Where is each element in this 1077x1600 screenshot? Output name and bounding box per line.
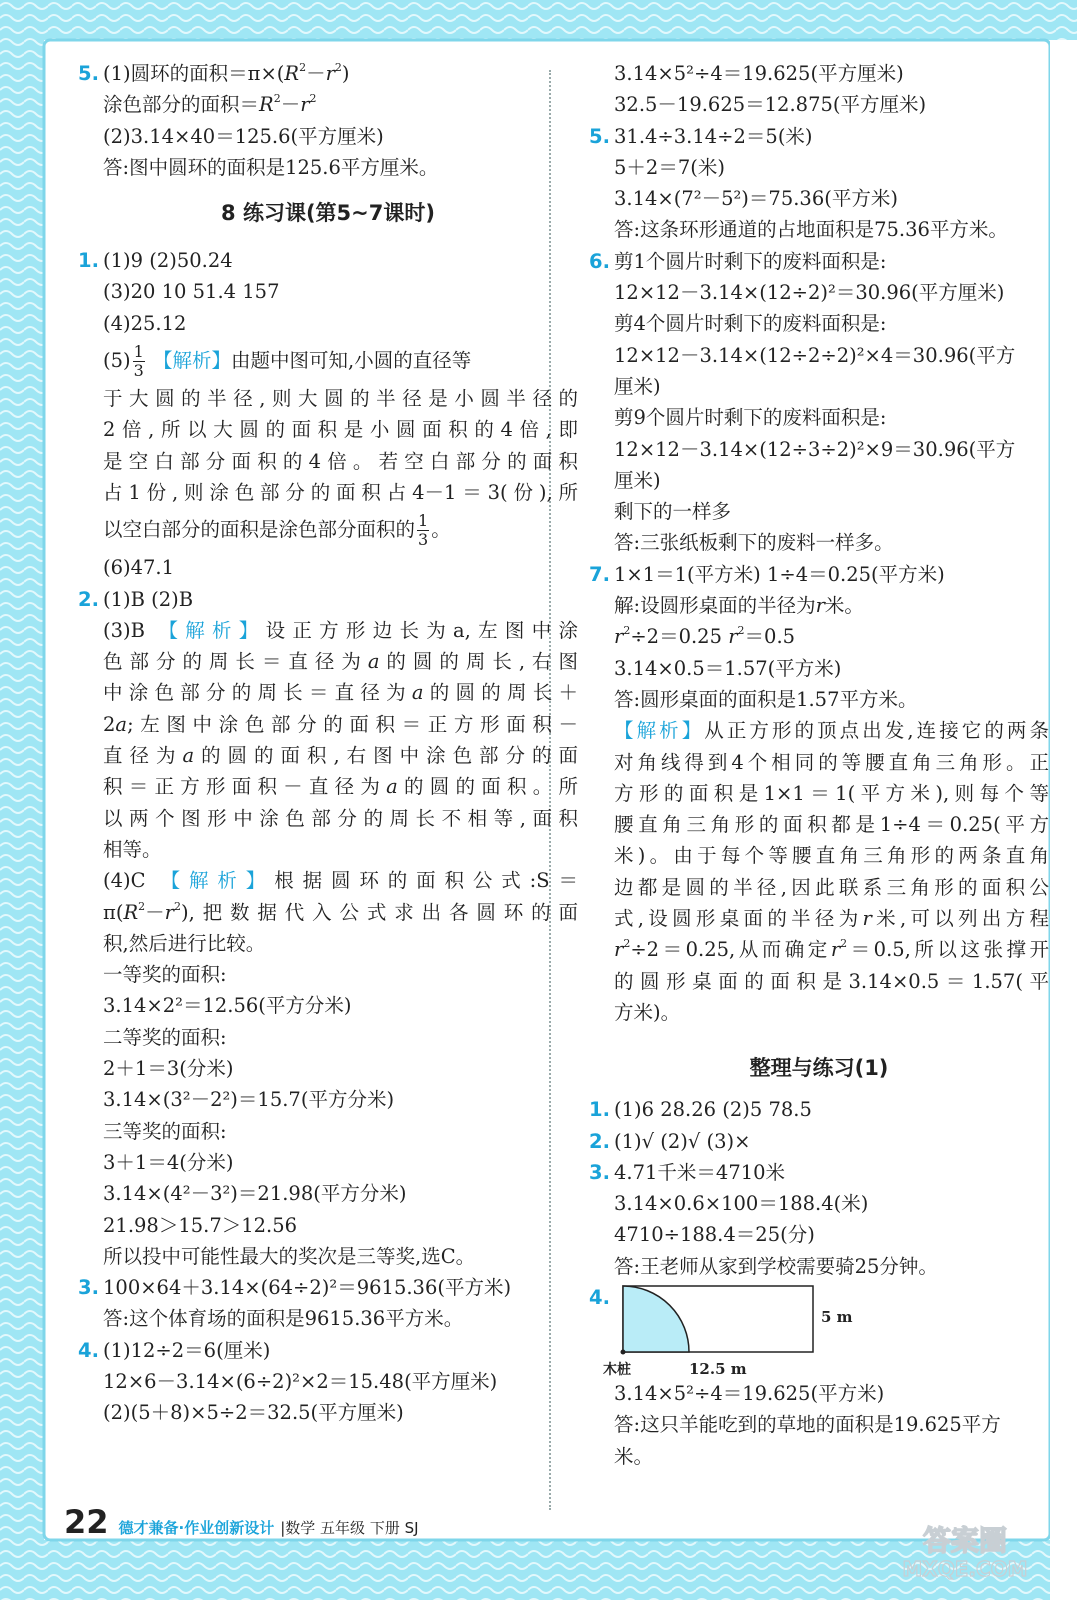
q2-line: 2. (1)B (2)B <box>78 584 578 615</box>
fraction-one-third: $\frac{1}{3}$ <box>133 342 144 381</box>
q5-line: 涂色部分的面积$=R^2-r^2$ <box>103 92 317 117</box>
z2-number: 2. <box>589 1129 610 1153</box>
rq6-line: 6. 剪1个圆片时剩下的废料面积是: <box>589 246 1049 277</box>
footer-brand: 德才兼备·作业创新设计 <box>118 1519 275 1537</box>
rq7-line: 的圆形桌面的面积是3.14×0.5＝1.57(平 <box>614 969 1049 993</box>
grazing-area-diagram <box>603 1282 899 1378</box>
z3-line: 3. 4.71千米＝4710米 <box>589 1157 1049 1188</box>
q1-number: 1. <box>78 249 99 273</box>
watermark-logo <box>875 1520 1055 1582</box>
z1-number: 1. <box>589 1098 610 1122</box>
rq6-line: 12×12－3.14×(12÷3÷2)²×9＝30.96(平方 <box>614 437 1016 461</box>
q4-continued-line: 32.5－19.625＝12.875(平方厘米) <box>614 93 927 117</box>
watermark-text: 答案圈 <box>922 1524 1008 1557</box>
rq7-line: 对角线得到4个相同的等腰直角三角形。正 <box>614 750 1049 774</box>
q4-number: 4. <box>78 1338 99 1362</box>
q2-line: 3＋1＝4(分米) <box>103 1150 234 1174</box>
q5-line: (2)3.14×40＝125.6(平方厘米) <box>103 124 384 148</box>
section-heading-review: 整理与练习(1) <box>749 1056 889 1081</box>
q1-line: (3)20 10 51.4 157 <box>103 280 280 304</box>
rq7-line: 方形的面积是1×1＝1(平方米),则每个等 <box>614 781 1049 805</box>
rq5-line: 5＋2＝7(米) <box>614 155 725 179</box>
q1-line: 1. (1)9 (2)50.24 <box>78 245 578 276</box>
q2-line: 以两个图形中涂色部分的周长不相等,面积 <box>103 806 578 830</box>
q2-line: 一等奖的面积: <box>103 963 227 987</box>
q2-line: 21.98＞15.7＞12.56 <box>103 1213 298 1237</box>
q3-line: 答:这个体育场的面积是9615.36平方米。 <box>103 1307 464 1331</box>
analysis-tag: 【解析】 <box>158 618 266 642</box>
rq7-line: 边都是圆的半径,因此联系三角形的面积公 <box>614 875 1049 899</box>
q1-line: 是空白部分面积的4倍。若空白部分的面积 <box>103 449 578 473</box>
q2-line: 3.14×(3²－2²)＝15.7(平方分米) <box>103 1088 395 1112</box>
q2-line: 中涂色部分的周长＝直径为a的圆的周长＋ <box>103 681 578 705</box>
q1-line: (6)47.1 <box>103 556 175 580</box>
section-heading-8: 8 练习课(第5~7课时) <box>221 201 435 226</box>
q3-number: 3. <box>78 1276 99 1300</box>
z4-line: 答:这只羊能吃到的草地的面积是19.625平方 <box>614 1413 1001 1437</box>
z4-line: 3.14×5²÷4＝19.625(平方米) <box>614 1381 885 1405</box>
q2-line: 3.14×(4²－3²)＝21.98(平方分米) <box>103 1182 407 1206</box>
z3-line: 答:王老师从家到学校需要骑25分钟。 <box>614 1254 938 1278</box>
stake-point <box>621 1349 626 1354</box>
rq7-line: 答:圆形桌面的面积是1.57平方米。 <box>614 687 918 711</box>
stake-label: 木桩 <box>603 1361 631 1378</box>
q1-line: (4)25.12 <box>103 311 187 335</box>
footer-book-info: |数学 五年级 下册 SJ <box>280 1519 419 1537</box>
fraction-one-third: $\frac{1}{3}$ <box>418 511 429 550</box>
rq6-line: 剩下的一样多 <box>614 500 732 524</box>
z4-line: 米。 <box>614 1444 654 1468</box>
rq5-line: 5. 31.4÷3.14÷2＝5(米) <box>589 121 1049 152</box>
left-column <box>78 58 578 1429</box>
analysis-tag: 【解析】 <box>153 349 232 373</box>
right-column <box>589 58 1049 1472</box>
rq5-line: 3.14×(7²－5²)＝75.36(平方米) <box>614 187 898 211</box>
rq6-line: 剪9个圆片时剩下的废料面积是: <box>614 406 887 430</box>
rq7-line: $r^2\div 2=0.25$ $r^2=0.5$ <box>614 624 796 649</box>
q1-line: 2倍,所以大圆的面积是小圆面积的4倍,即 <box>103 418 578 442</box>
q3-line: 3. 100×64＋3.14×(64÷2)²＝9615.36(平方米) <box>78 1272 578 1303</box>
q2-line: 2a;左图中涂色部分的面积＝正方形面积－ <box>103 712 578 736</box>
analysis-tag: 【解析】 <box>160 869 275 893</box>
rq7-line: 解:设圆形桌面的半径为r米。 <box>614 594 864 618</box>
page-number: 22 <box>64 1503 109 1541</box>
q5-line: 答:图中圆环的面积是125.6平方厘米。 <box>103 155 439 179</box>
q5-number: 5. <box>78 62 99 85</box>
q5-line: 5. (1)圆环的面积$=\pi\times(R^2-r^2)$ <box>78 58 578 89</box>
q1-line: 于大圆的半径,则大圆的半径是小圆半径的 <box>103 387 578 411</box>
rq7-line: 【解析】从正方形的顶点出发,连接它的两条 <box>614 719 1049 743</box>
q2-line: 直径为a的圆的面积,右图中涂色部分的面 <box>103 744 578 768</box>
q2-line: 2＋1＝3(分米) <box>103 1057 234 1081</box>
rq6-line: 12×12－3.14×(12÷2)²＝30.96(平方厘米) <box>614 281 1005 305</box>
q1-line: (5) $\frac{1}{3}$ 【解析】由题中图可知,小圆的直径等 <box>103 342 472 381</box>
q4-continued-line: 3.14×5²÷4＝19.625(平方厘米) <box>614 62 904 85</box>
q4-line: 4. (1)12÷2＝6(厘米) <box>78 1335 578 1366</box>
z4-number: 4. <box>589 1285 610 1309</box>
rq5-line: 答:这条环形通道的占地面积是75.36平方米。 <box>614 218 1008 242</box>
rq7-line: 7. 1×1＝1(平方米) 1÷4＝0.25(平方米) <box>589 559 1049 590</box>
answer-page <box>64 58 1050 1558</box>
analysis-tag: 【解析】 <box>614 719 705 743</box>
rq6-line: 12×12－3.14×(12÷2÷2)²×4＝30.96(平方 <box>614 343 1016 367</box>
q2-line: (3)B 【解析】设正方形边长为a,左图中涂 <box>103 618 578 642</box>
page-footer <box>64 1503 419 1541</box>
width-label: 12.5 m <box>689 1359 747 1378</box>
q2-number: 2. <box>78 587 99 611</box>
q2-line: 3.14×2²＝12.56(平方分米) <box>103 994 352 1018</box>
rq7-line: 式,设圆形桌面的半径为r米,可以列出方程 <box>614 907 1050 931</box>
q2-line: 积＝正方形面积－直径为a的圆的面积。所 <box>103 775 578 799</box>
rq7-number: 7. <box>589 562 610 586</box>
q2-line: 相等。 <box>103 837 162 861</box>
q2-line: (4)C 【解析】根据圆环的面积公式:S＝ <box>103 869 578 893</box>
q4-line: 12×6－3.14×(6÷2)²×2＝15.48(平方厘米) <box>103 1369 498 1393</box>
z4-figure-row <box>589 1282 1049 1378</box>
rq7-line: 方米)。 <box>614 1000 681 1024</box>
height-label: 5 m <box>821 1307 853 1326</box>
rq7-line: 米)。由于每个等腰直角三角形的两条直角 <box>614 844 1049 868</box>
q2-line: 三等奖的面积: <box>103 1119 227 1143</box>
rq6-line: 厘米) <box>614 468 661 492</box>
rq6-line: 剪4个圆片时剩下的废料面积是: <box>614 312 887 336</box>
q2-line: 色部分的周长＝直径为a的圆的周长,右图 <box>103 650 578 674</box>
q2-line: 积,然后进行比较。 <box>103 931 266 955</box>
z3-line: 3.14×0.6×100＝188.4(米) <box>614 1192 869 1216</box>
rq7-line: 3.14×0.5＝1.57(平方米) <box>614 656 842 680</box>
q1-line: 以空白部分的面积是涂色部分面积的 $\frac{1}{3}$ 。 <box>103 511 451 550</box>
z3-line: 4710÷188.4＝25(分) <box>614 1223 815 1247</box>
rq6-line: 厘米) <box>614 374 661 398</box>
rq7-line: $r^2\div 2=0.25$,从而确定$r^2=0.5$,所以这张撑开 <box>614 937 1049 962</box>
rq7-line: 腰直角三角形的面积都是1÷4＝0.25(平方 <box>614 813 1049 837</box>
rq5-number: 5. <box>589 124 610 148</box>
rq6-line: 答:三张纸板剩下的废料一样多。 <box>614 531 894 555</box>
watermark-url: MXQE.COM <box>902 1557 1028 1581</box>
q2-line: 所以投中可能性最大的奖次是三等奖,选C。 <box>103 1244 476 1268</box>
z2-line: 2. (1)√ (2)√ (3)× <box>589 1126 1049 1157</box>
rq6-number: 6. <box>589 249 610 273</box>
q2-line: $\pi(R^2-r^2)$,把数据代入公式求出各圆环的面 <box>103 899 578 924</box>
q1-line: 占1份,则涂色部分的面积占4－1＝3(份),所 <box>103 480 578 504</box>
q2-line: 二等奖的面积: <box>103 1025 227 1049</box>
z1-line: 1. (1)6 28.26 (2)5 78.5 <box>589 1094 1049 1125</box>
q4-line: (2)(5＋8)×5÷2＝32.5(平方厘米) <box>103 1401 404 1425</box>
z3-number: 3. <box>589 1160 610 1184</box>
